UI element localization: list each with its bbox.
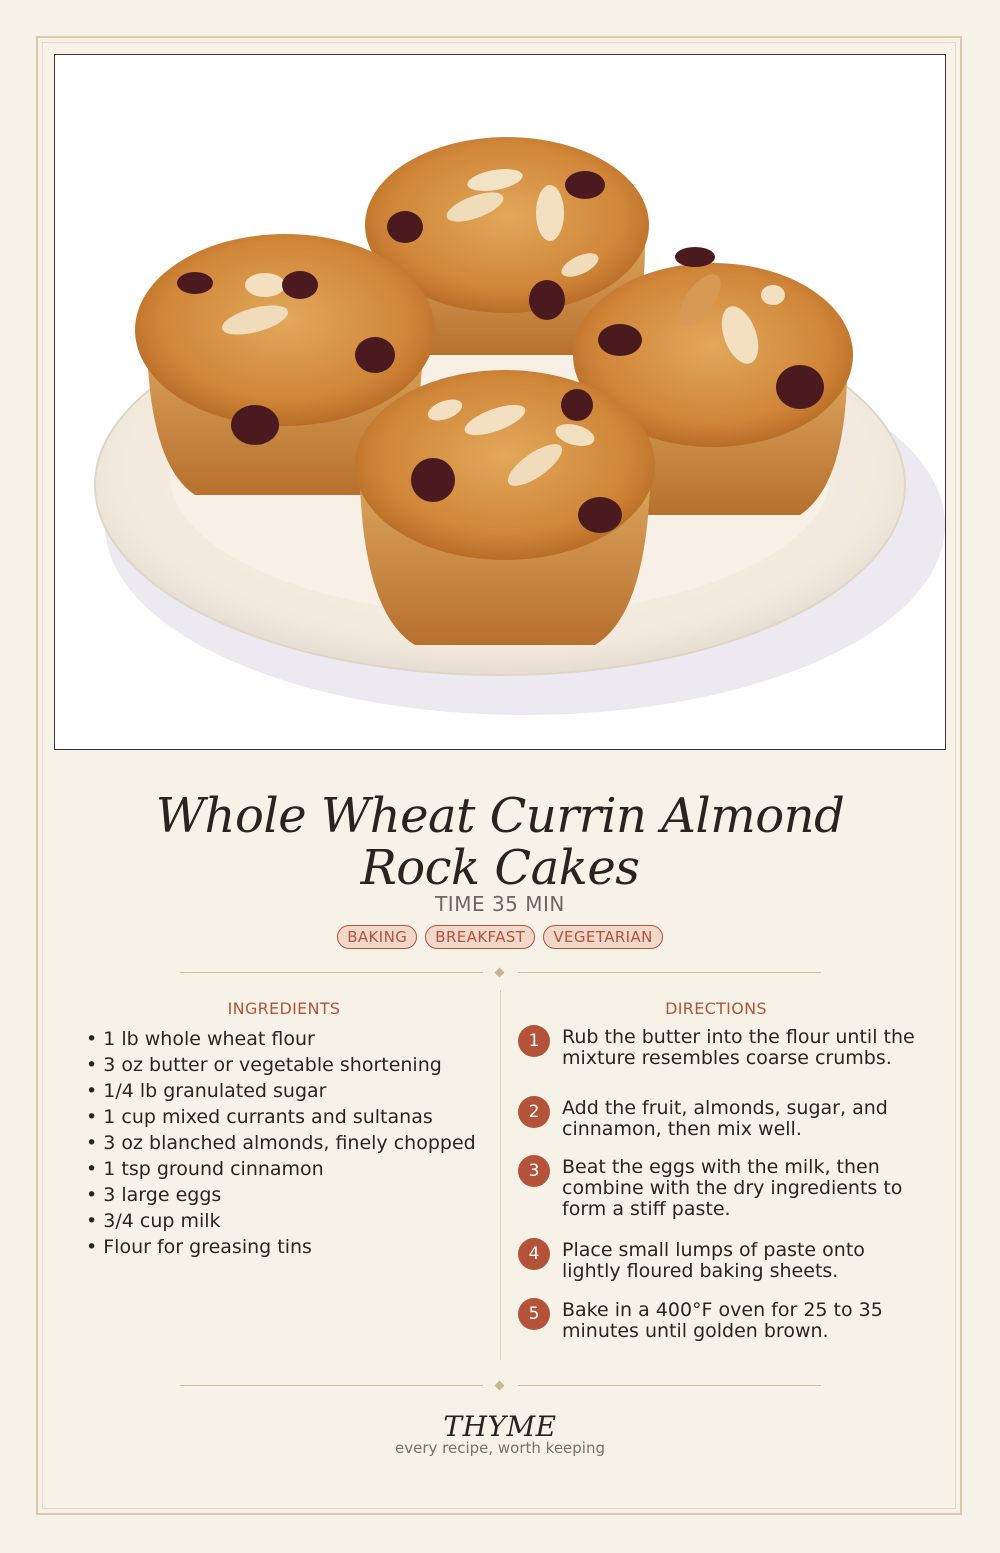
list-item: • Flour for greasing tins [86, 1234, 476, 1260]
tag-breakfast[interactable]: BREAKFAST [425, 925, 535, 949]
step-text: Bake in a 400°F oven for 25 to 35 minutes until golden brown. [562, 1299, 883, 1342]
tag-vegetarian[interactable]: VEGETARIAN [543, 925, 662, 949]
brand-logo: THYME [443, 1410, 557, 1443]
list-item: • 1 tsp ground cinnamon [86, 1156, 476, 1182]
step-number-badge: 3 [518, 1155, 550, 1187]
list-item: • 1/4 lb granulated sugar [86, 1078, 476, 1104]
list-item: • 3 oz blanched almonds, finely chopped [86, 1130, 476, 1156]
step-text: Beat the eggs with the milk, then combine with the dry ingredients to form a stiff paste. [562, 1156, 903, 1220]
tag-list [200, 925, 800, 949]
step-text: Add the fruit, almonds, sugar, and cinnamon, then mix well. [562, 1097, 888, 1140]
recipe-photo [54, 54, 946, 750]
step-number-badge: 5 [518, 1298, 550, 1330]
divider-top-left [180, 972, 483, 973]
list-item: • 1 lb whole wheat flour [86, 1026, 476, 1052]
step-number-badge: 4 [518, 1238, 550, 1270]
rock-cakes-illustration [55, 55, 945, 749]
divider-top-right [518, 972, 821, 973]
ingredients-heading: INGREDIENTS [227, 999, 341, 1018]
list-item: • 1 cup mixed currants and sultanas [86, 1104, 476, 1130]
step-number-badge: 1 [518, 1025, 550, 1057]
directions-heading: DIRECTIONS [665, 999, 767, 1018]
recipe-time: TIME 35 MIN [435, 892, 565, 916]
column-divider [500, 990, 501, 1360]
list-item: • 3 oz butter or vegetable shortening [86, 1052, 476, 1078]
divider-bottom-right [518, 1385, 821, 1386]
tag-baking[interactable]: BAKING [337, 925, 417, 949]
list-item: • 3 large eggs [86, 1182, 476, 1208]
recipe-title: Whole Wheat Currin Almond Rock Cakes [155, 788, 845, 896]
step-text: Rub the butter into the flour until the mixture resembles coarse crumbs. [562, 1026, 915, 1069]
step-text: Place small lumps of paste onto lightly floured baking sheets. [562, 1239, 865, 1282]
ingredients-list [86, 1026, 476, 1260]
brand-tagline: every recipe, worth keeping [394, 1439, 605, 1457]
divider-bottom-left [180, 1385, 483, 1386]
step-number-badge: 2 [518, 1096, 550, 1128]
list-item: • 3/4 cup milk [86, 1208, 476, 1234]
